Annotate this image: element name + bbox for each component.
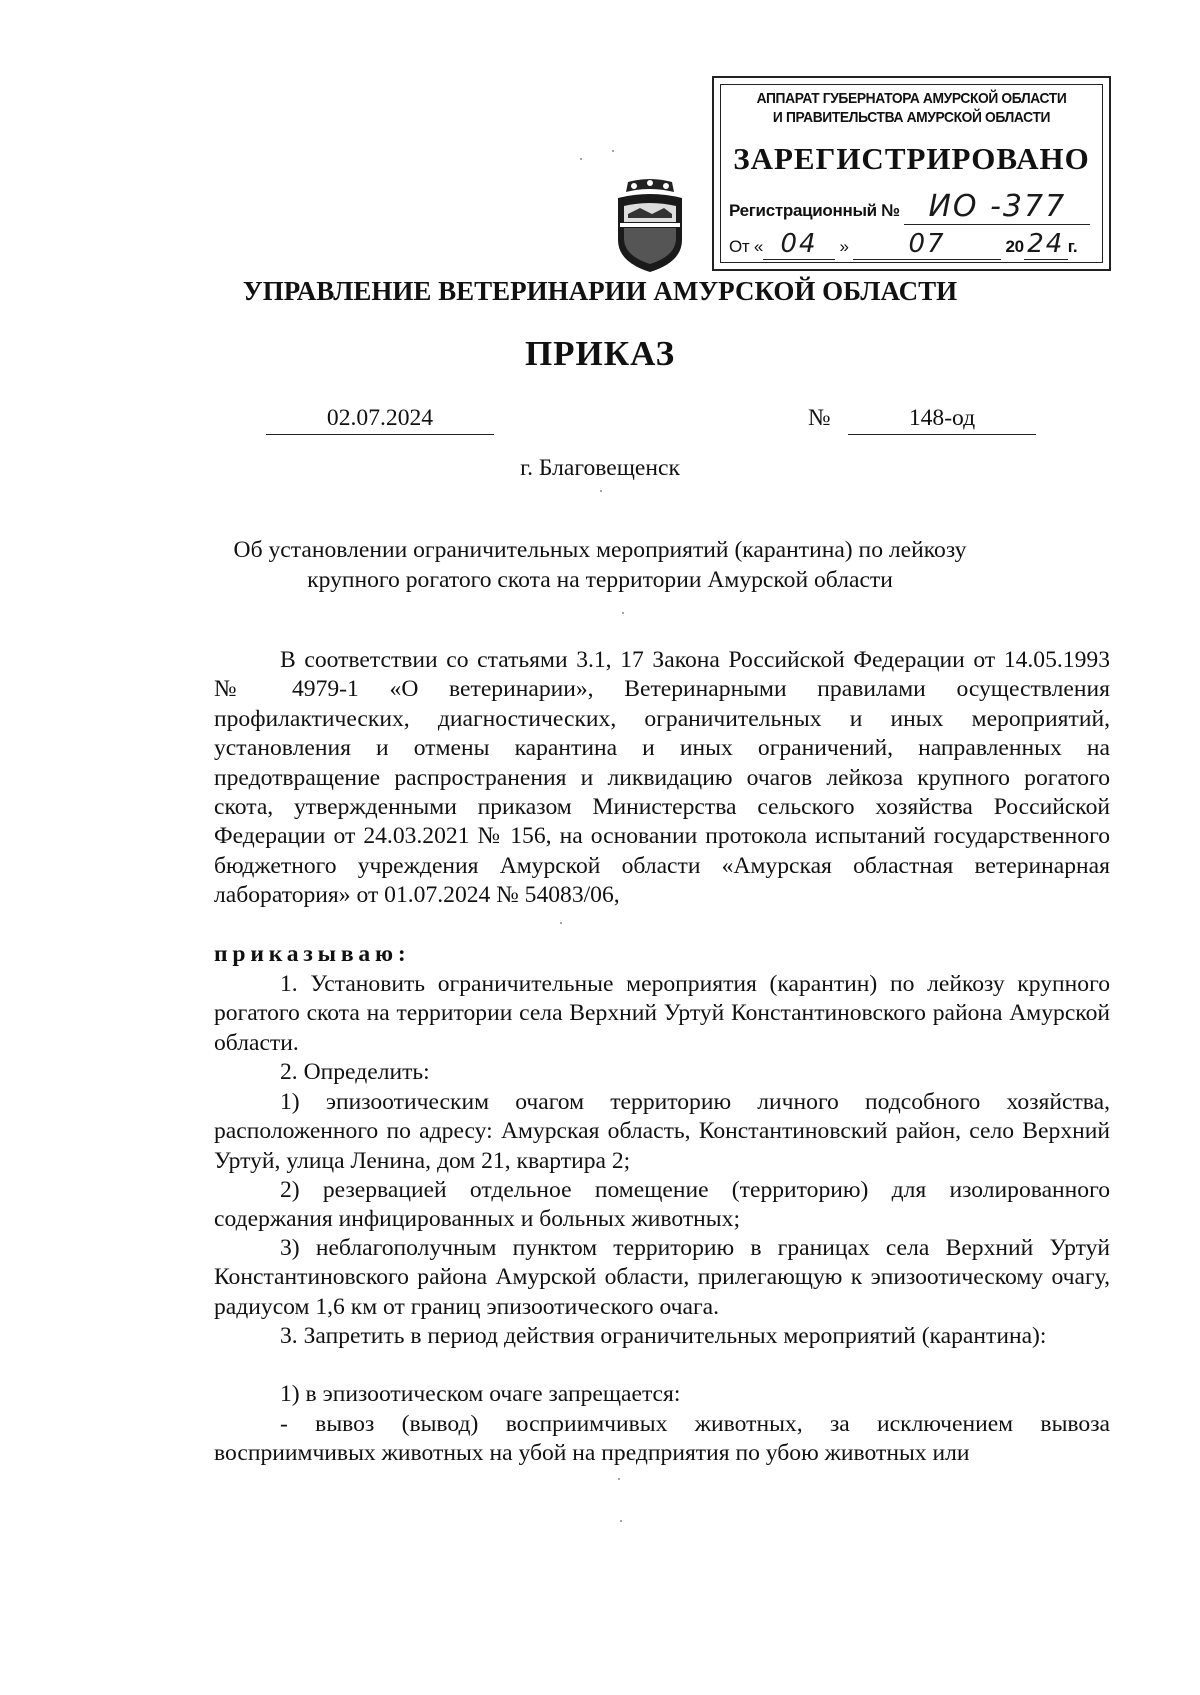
- item-1: 1. Установить ограничительные мероприятия (карантин) по лейкозу крупного рогатого скота на территории села Верхний Уртуй Константиновского района Амурской области.: [214, 971, 1110, 1056]
- scan-speck: [612, 150, 614, 152]
- registration-stamp: [712, 76, 1111, 271]
- document-type: ПРИКАЗ: [524, 334, 676, 373]
- stamp-reg-row: [729, 189, 1090, 225]
- stamp-date-mid: »: [839, 237, 849, 256]
- preamble-paragraph: В соответствии со статьями 3.1, 17 Закона Российской Федерации от 14.05.1993 № 4979-1 «О ветеринарии», Ветеринарными правилами осуществления профилактических, диагностических, ограничительных и иных мероприятий, установления и отмены карантина и иных ограничений, направленных на предотвращение распространения и ликвидацию очагов лейкоза крупного рогатого скота, утвержденными приказом Министерства сельского хозяйства Российской Федерации от 24.03.2021 № 156, на основании протокола испытаний государственного бюджетного учреждения Амурской области «Амурская областная ветеринарная лаборатория» от 01.07.2024 № 54083/06,: [214, 647, 1110, 909]
- subject-line-2: крупного рогатого скота на территории Амурской области: [307, 567, 893, 593]
- subject-line-1: Об установлении ограничительных мероприятий (карантина) по лейкозу: [233, 537, 967, 563]
- stamp-reg-number-field: [904, 189, 1090, 225]
- item-2-2: 2) резервацией отдельное помещение (территорию) для изолированного содержания инфицированных и больных животных;: [214, 1177, 1110, 1233]
- stamp-title: ЗАРЕГИСТРИРОВАНО: [733, 141, 1090, 176]
- stamp-date-day: 04: [780, 229, 818, 259]
- scan-speck: [622, 612, 624, 614]
- stamp-date-month-field: [853, 229, 1001, 260]
- item-3: 3. Запретить в период действия ограничительных мероприятий (карантина):: [280, 1323, 1047, 1349]
- stamp-date-month: 07: [908, 229, 946, 259]
- scan-speck: [618, 1478, 620, 1480]
- order-word: приказываю:: [214, 941, 411, 967]
- stamp-inner-frame: [720, 84, 1103, 263]
- stamp-year-end: г.: [1067, 237, 1078, 256]
- stamp-year-prefix: 20: [1005, 237, 1024, 256]
- item-3-1-a: - вывоз (вывод) восприимчивых животных, за исключением вывоза восприимчивых животных на убой на предприятия по убою животных или: [214, 1411, 1110, 1467]
- order-date: [266, 404, 494, 435]
- stamp-date-day-field: [763, 229, 835, 260]
- scan-speck: [620, 1520, 622, 1522]
- order-number-label: №: [808, 405, 831, 431]
- scan-speck: [600, 490, 602, 492]
- stamp-org-line2: И ПРАВИТЕЛЬСТВА АМУРСКОЙ ОБЛАСТИ: [772, 109, 1051, 126]
- stamp-year-field: [1024, 229, 1068, 260]
- item-2-1: 1) эпизоотическим очагом территорию личного подсобного хозяйства, расположенного по адресу: Амурская область, Константиновский район, село Верхний Уртуй, улица Ленина, дом 21, квартира 2;: [214, 1089, 1110, 1174]
- stamp-date-prefix: От «: [729, 237, 763, 256]
- item-2-3: 3) неблагополучным пунктом территорию в границах села Верхний Уртуй Константиновского района Амурской области, прилегающую к эпизоотическому очагу, радиусом 1,6 км от границ эпизоотического очага.: [214, 1235, 1110, 1320]
- stamp-reg-label: Регистрационный №: [729, 201, 900, 220]
- agency-name: УПРАВЛЕНИЕ ВЕТЕРИНАРИИ АМУРСКОЙ ОБЛАСТИ: [242, 276, 958, 306]
- stamp-reg-number: ИО -377: [928, 189, 1067, 224]
- item-3-1: 1) в эпизоотическом очаге запрещается:: [280, 1381, 681, 1407]
- stamp-organization: [736, 89, 1087, 127]
- scan-speck: [560, 922, 562, 924]
- stamp-date-row: [729, 229, 1077, 260]
- stamp-year-suffix: 24: [1027, 229, 1065, 259]
- stamp-org-line1: АППАРАТ ГУБЕРНАТОРА АМУРСКОЙ ОБЛАСТИ: [756, 90, 1067, 107]
- order-number-value: 148-од: [908, 405, 976, 431]
- order-number: [848, 404, 1036, 435]
- amur-coat-of-arms-icon: [610, 178, 690, 274]
- city: г. Благовещенск: [520, 455, 680, 481]
- scan-speck: [580, 158, 582, 160]
- item-2: 2. Определить:: [280, 1059, 430, 1085]
- order-date-value: 02.07.2024: [326, 405, 434, 431]
